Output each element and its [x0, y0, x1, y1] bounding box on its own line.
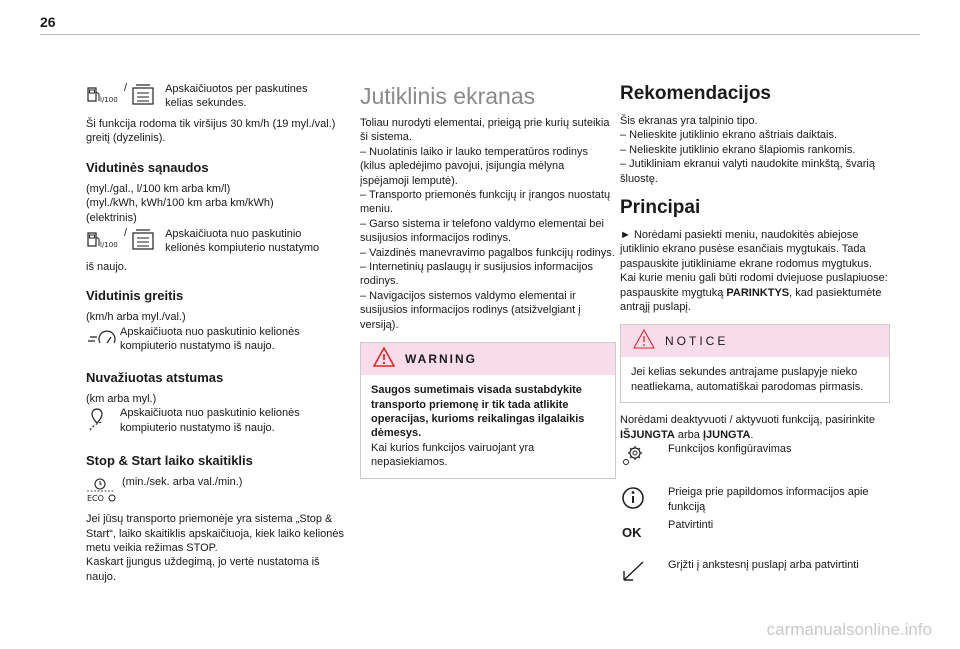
principles-paragraph-2 — [620, 271, 890, 314]
warning-header — [361, 343, 615, 375]
speed-threshold-note: Ši funkcija rodoma tik viršijus 30 km/h (19 myl./val.) greitį (dyzelinis). — [86, 118, 336, 145]
stop-start-title: Stop & Start laiko skaitiklis — [86, 453, 253, 469]
avg-consumption-row — [86, 227, 346, 260]
notice-text: Jei kelias sekundes antrajame puslapyje nieko neatliekama, automatiškai parodomas pirmasis. — [631, 366, 864, 393]
fuel-consumption-icon — [86, 82, 120, 115]
trip-computer-column — [86, 82, 346, 584]
touchscreen-title: Jutiklinis ekranas — [360, 83, 536, 109]
watermark: carmanualsonline.info — [766, 620, 932, 639]
recommendations-title: Rekomendacijos — [620, 83, 771, 104]
distance-pin-icon — [86, 406, 118, 439]
list-item: – Jutikliniam ekranui valyti naudokite minkštą, švarią šluostę. — [620, 158, 875, 185]
avg-consumption-desc-tail: iš naujo. — [86, 261, 127, 274]
legend-text-back: Grįžti į ankstesnį puslapį arba patvirtinti — [668, 559, 859, 572]
on-label: ĮJUNGTA — [702, 428, 751, 441]
legend-item-ok — [620, 518, 890, 542]
touchscreen-column — [360, 82, 616, 479]
avg-speed-units: (km/h arba myl./val.) — [86, 311, 186, 324]
distance-row — [86, 406, 346, 439]
top-divider — [40, 34, 920, 35]
warning-body — [361, 375, 615, 477]
page-number: 26 — [40, 14, 56, 30]
legend-item-back — [620, 558, 890, 589]
warning-box — [360, 342, 616, 478]
list-item: – Internetinių paslaugų ir susijusios informacijos rodinys. — [360, 261, 593, 288]
svg-text:ECO: ECO — [87, 494, 104, 504]
icon-separator: / — [124, 227, 128, 240]
warning-triangle-icon — [373, 347, 395, 372]
toggle-instruction — [620, 413, 890, 442]
instant-consumption-text: Apskaičiuotos per paskutines kelias sekundes. — [165, 83, 308, 110]
list-item: – Transporto priemonės funkcijų ir įrangos nuostatų meniu. — [360, 189, 611, 216]
list-item: – Nelieskite jutiklinio ekrano šlapiomis rankomis. — [620, 143, 856, 156]
legend-item-settings — [620, 442, 890, 473]
speedometer-icon — [86, 325, 118, 356]
avg-consumption-desc: Apskaičiuota nuo paskutinio kelionės kompiuterio nustatymo — [165, 228, 320, 255]
list-item: – Nuolatinis laiko ir lauko temperatūros rodinys (kilus apledėjimo pavojui, įsijungia mėlyna įspėjamoji lemputė). — [360, 145, 589, 187]
legend-text-settings: Funkcijos konfigūravimas — [668, 443, 792, 456]
avg-speed-row — [86, 325, 346, 356]
principles-title: Principai — [620, 197, 701, 219]
principles-text-c: , kad pasiektumėte antrąjį puslapį. — [620, 286, 882, 314]
warning-bold-text: Saugos sumetimais visada sustabdykite transporto priemonę ir tik tada atlikite operacijas, kurioms reikalingas ilgalaikis dėmesys. — [371, 384, 585, 440]
svg-text:l/100: l/100 — [100, 241, 118, 250]
legend-text-info: Prieiga prie papildomos informacijos apie funkciją — [668, 486, 869, 513]
stop-start-units: (min./sek. arba val./min.) — [122, 476, 243, 489]
trip-stack-icon — [131, 227, 157, 260]
ok-symbol: OK — [622, 525, 642, 541]
svg-text:l/100: l/100 — [100, 96, 118, 104]
avg-consumption-title: Vidutinės sąnaudos — [86, 159, 209, 175]
icon-separator: / — [124, 82, 128, 94]
settings-gear-icon — [620, 442, 668, 473]
info-icon — [620, 485, 668, 516]
touchscreen-intro: Toliau nurodyti elementai, prieigą prie kurių suteikia ši sistema. — [360, 117, 610, 144]
options-button-label: PARINKTYS — [726, 286, 790, 299]
stop-start-timer-icon — [86, 475, 118, 512]
toggle-text-c: arba — [674, 428, 703, 441]
warning-label: WARNING — [405, 352, 477, 367]
fuel-consumption-icon — [86, 227, 120, 260]
trip-stack-icon — [131, 82, 157, 115]
legend-item-info — [620, 485, 890, 516]
warning-text: Kai kurios funkcijos vairuojant yra nepasiekiamos. — [371, 441, 535, 469]
avg-speed-title: Vidutinis greitis — [86, 288, 184, 304]
stop-start-desc: Jei jūsų transporto priemonėje yra sistema „Stop & Start“, laiko skaitiklis apskaičiuoja, kiek laiko kelionės metu veikia režimas STOP. Kaskart įjungus uždegimą, jo vertė nustatoma iš naujo. — [86, 513, 344, 583]
list-item: – Garso sistema ir telefono valdymo elementai bei susijusios informacijos rodinys. — [360, 217, 604, 245]
recommendations-column — [620, 82, 890, 589]
distance-desc: Apskaičiuota nuo paskutinio kelionės kompiuterio nustatymo iš naujo. — [120, 407, 300, 434]
distance-title: Nuvažiuotas atstumas — [86, 369, 224, 385]
ok-icon — [620, 518, 668, 542]
avg-speed-desc: Apskaičiuota nuo paskutinio kelionės kompiuterio nustatymo iš naujo. — [120, 325, 300, 353]
back-arrow-icon — [620, 558, 668, 589]
notice-box — [620, 324, 890, 403]
principles-paragraph-1: ► Norėdami pasiekti meniu, naudokitės abiejose jutiklinio ekrano pusėse esančiais mygtukais. Tada paspauskite jutikliniame ekrane rodomus mygtukus. — [620, 229, 872, 270]
notice-body — [621, 357, 889, 402]
list-item: – Vaizdinės manevravimo pagalbos funkcijų rodinys. — [360, 246, 615, 259]
distance-units: (km arba myl.) — [86, 392, 157, 405]
warning-triangle-icon — [633, 329, 655, 354]
notice-header — [621, 325, 889, 357]
recommendations-intro: Šis ekranas yra talpinio tipo. — [620, 115, 758, 127]
instant-consumption-row — [86, 82, 346, 115]
toggle-text-a: Norėdami deaktyvuoti / aktyvuoti funkciją, pasirinkite — [620, 414, 875, 427]
toggle-text-e: . — [750, 428, 754, 441]
off-label: IŠJUNGTA — [620, 428, 675, 441]
list-item: – Navigacijos sistemos valdymo elementai ir susijusios informacijos rodinys (atsižvelgiant į versiją). — [360, 289, 581, 331]
stop-start-row — [86, 475, 346, 512]
touchscreen-list — [360, 145, 616, 332]
list-item: – Nelieskite jutiklinio ekrano aštriais daiktais. — [620, 129, 838, 142]
legend-text-ok: Patvirtinti — [668, 519, 714, 532]
principles-text-a: Kai kurie meniu gali būti rodomi dviejuose puslapiuose: paspauskite mygtuką — [620, 272, 888, 299]
avg-consumption-units: (myl./gal., l/100 km arba km/l) (myl./kWh, kWh/100 km arba km/kWh) (elektrinis) — [86, 182, 274, 224]
notice-label: NOTICE — [665, 334, 729, 349]
